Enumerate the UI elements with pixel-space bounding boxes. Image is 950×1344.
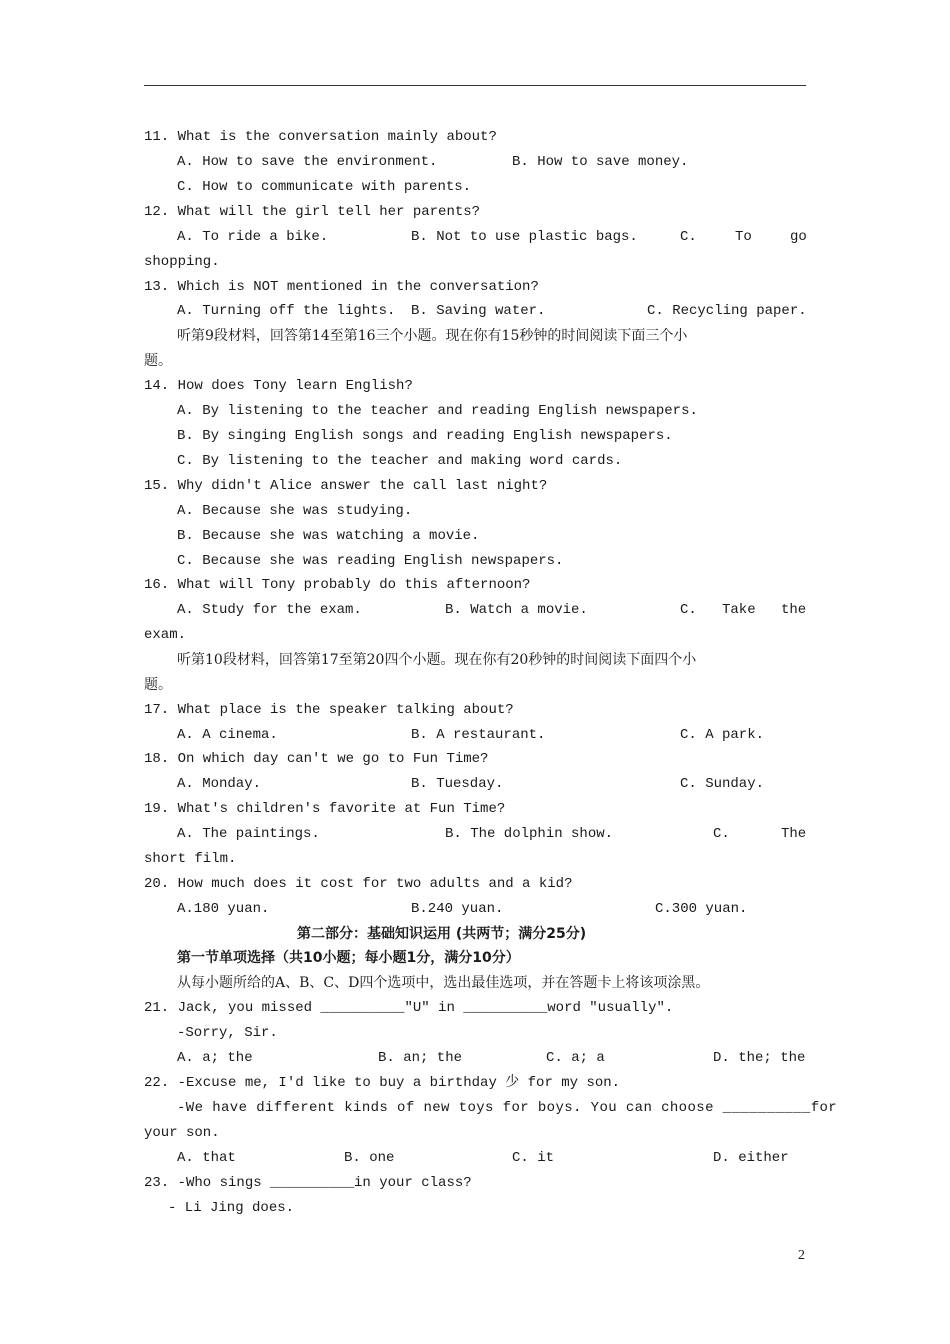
question-text: 20. How much does it cost for two adults and a kid? <box>144 876 573 892</box>
dialogue-line: -We have different kinds of new toys for boys. You can choose __________for <box>177 1100 838 1116</box>
options <box>0 501 950 521</box>
question-12 <box>0 202 950 222</box>
question-text: 14. How does Tony learn English? <box>144 378 413 394</box>
option-b: B. Not to use plastic bags. <box>411 229 638 245</box>
instruction <box>0 973 950 993</box>
question-text: 18. On which day can't we go to Fun Time? <box>144 751 489 767</box>
option-d: D. either <box>713 1150 789 1166</box>
header-rule <box>144 85 806 86</box>
question-13 <box>0 277 950 297</box>
instruction <box>0 675 950 695</box>
dialogue-line: - Li Jing does. <box>168 1200 295 1216</box>
options <box>0 227 950 247</box>
question-20 <box>0 874 950 894</box>
option-b: B. The dolphin show. <box>445 826 614 842</box>
options <box>0 177 950 197</box>
option-b: B. Saving water. <box>411 303 546 319</box>
question-17 <box>0 700 950 720</box>
instruction-text: 题。 <box>144 677 172 693</box>
page-number: 2 <box>798 1248 805 1263</box>
section-heading <box>0 924 950 944</box>
dialogue-line: -Sorry, Sir. <box>177 1025 278 1041</box>
option-a: A.180 yuan. <box>177 901 270 917</box>
option-a: A. Turning off the lights. <box>177 303 396 319</box>
part-two-title: 第二部分：基础知识运用 (共两节；满分25分) <box>297 926 587 942</box>
option-a: A. The paintings. <box>177 826 320 842</box>
option-b: B. A restaurant. <box>411 727 546 743</box>
option-a: A. that <box>177 1150 236 1166</box>
question-text: 22. -Excuse me, I'd like to buy a birthday 少 for my son. <box>144 1075 621 1091</box>
question-text: 16. What will Tony probably do this afternoon? <box>144 577 531 593</box>
option-c: C. a; a <box>546 1050 605 1066</box>
option-continuation <box>0 625 950 645</box>
option-c: C. Sunday. <box>680 776 765 792</box>
option-c: C. A park. <box>680 727 765 743</box>
option-c: C. <box>680 229 697 245</box>
options <box>0 774 950 794</box>
question-text: 17. What place is the speaker talking about? <box>144 702 514 718</box>
option-c: C. How to communicate with parents. <box>177 179 472 195</box>
option-b: B. one <box>344 1150 395 1166</box>
option-a: A. Because she was studying. <box>177 503 413 519</box>
options <box>0 1048 950 1068</box>
option-c: C. <box>680 602 697 618</box>
option-b: B.240 yuan. <box>411 901 504 917</box>
question-dialogue <box>0 1123 950 1143</box>
options <box>0 401 950 421</box>
option-c-word: the <box>781 602 807 618</box>
question-text: 15. Why didn't Alice answer the call last night? <box>144 478 548 494</box>
option-c-word: To <box>735 229 752 245</box>
options <box>0 725 950 745</box>
question-22 <box>0 1073 950 1093</box>
question-dialogue <box>0 1098 950 1118</box>
option-c: C. it <box>512 1150 555 1166</box>
option-c-word: The <box>781 826 807 842</box>
instruction <box>0 326 950 346</box>
option-b: B. Because she was watching a movie. <box>177 528 480 544</box>
question-dialogue <box>0 1198 950 1218</box>
option-c: C. By listening to the teacher and making word cards. <box>177 453 623 469</box>
question-23 <box>0 1173 950 1193</box>
question-text: 11. What is the conversation mainly about? <box>144 129 497 145</box>
question-21 <box>0 998 950 1018</box>
options <box>0 1148 950 1168</box>
option-a: A. By listening to the teacher and reading English newspapers. <box>177 403 698 419</box>
question-text: 21. Jack, you missed __________"U" in __________word "usually". <box>144 1000 674 1016</box>
options <box>0 526 950 546</box>
question-16 <box>0 575 950 595</box>
option-c: C. <box>713 826 730 842</box>
section-one-title: 第一节单项选择（共10小题；每小题1分，满分10分） <box>177 950 520 966</box>
subsection-heading <box>0 948 950 968</box>
option-continuation <box>0 849 950 869</box>
option-b: B. Watch a movie. <box>445 602 588 618</box>
question-text: 23. -Who sings __________in your class? <box>144 1175 472 1191</box>
option-c-word: go <box>790 229 807 245</box>
options <box>0 152 950 172</box>
option-c-rest: short film. <box>144 851 237 867</box>
question-text: 19. What's children's favorite at Fun Time? <box>144 801 506 817</box>
instruction-text: 听第10段材料，回答第17至第20四个小题。现在你有20秒钟的时间阅读下面四个小 <box>177 652 697 668</box>
option-d: D. the; the <box>713 1050 806 1066</box>
option-a: A. a; the <box>177 1050 253 1066</box>
options <box>0 600 950 620</box>
option-a: A. To ride a bike. <box>177 229 329 245</box>
option-c-word: Take <box>722 602 756 618</box>
options <box>0 426 950 446</box>
question-14 <box>0 376 950 396</box>
option-a: A. A cinema. <box>177 727 278 743</box>
options <box>0 451 950 471</box>
options <box>0 301 950 321</box>
option-a: A. Monday. <box>177 776 262 792</box>
instruction-text: 听第9段材料，回答第14至第16三个小题。现在你有15秒钟的时间阅读下面三个小 <box>177 328 688 344</box>
instruction <box>0 650 950 670</box>
question-19 <box>0 799 950 819</box>
option-c: C. Recycling paper. <box>647 303 807 319</box>
option-b: B. By singing English songs and reading English newspapers. <box>177 428 673 444</box>
instruction-text: 从每小题所给的A、B、C、D四个选项中，选出最佳选项，并在答题卡上将该项涂黑。 <box>177 975 710 991</box>
option-c: C.300 yuan. <box>655 901 748 917</box>
question-text: 13. Which is NOT mentioned in the conversation? <box>144 279 539 295</box>
option-c-rest: shopping. <box>144 254 220 270</box>
option-c-rest: exam. <box>144 627 187 643</box>
option-b: B. How to save money. <box>512 154 689 170</box>
option-c: C. Because she was reading English newspapers. <box>177 553 564 569</box>
question-15 <box>0 476 950 496</box>
options <box>0 824 950 844</box>
dialogue-line: your son. <box>144 1125 220 1141</box>
question-dialogue <box>0 1023 950 1043</box>
instruction-text: 题。 <box>144 353 172 369</box>
question-text: 12. What will the girl tell her parents? <box>144 204 481 220</box>
option-b: B. an; the <box>378 1050 463 1066</box>
option-a: A. How to save the environment. <box>177 154 438 170</box>
question-11 <box>0 127 950 147</box>
question-18 <box>0 749 950 769</box>
options <box>0 551 950 571</box>
option-continuation <box>0 252 950 272</box>
options <box>0 899 950 919</box>
instruction <box>0 351 950 371</box>
option-a: A. Study for the exam. <box>177 602 362 618</box>
option-b: B. Tuesday. <box>411 776 504 792</box>
